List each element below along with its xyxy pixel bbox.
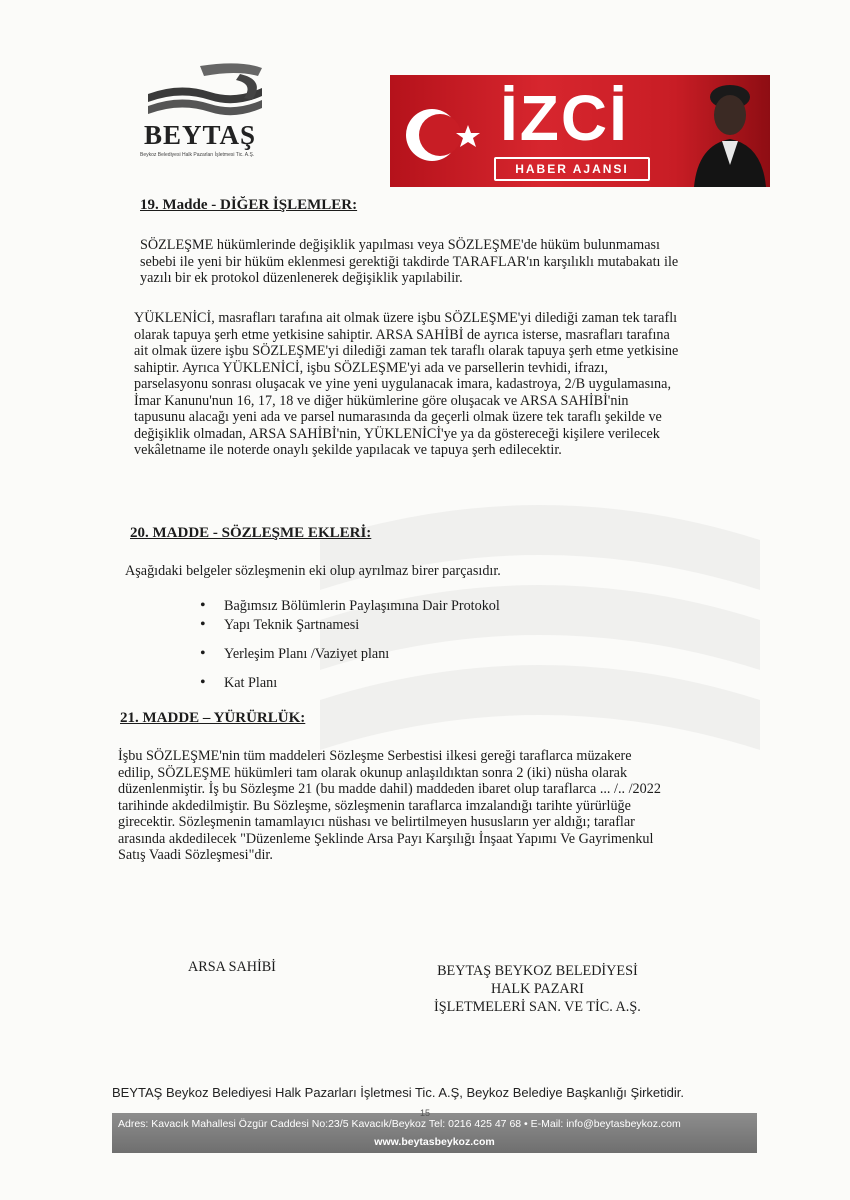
text-line: vekâletname ile noterde onaylı şekilde yapılacak ve tapuya şerh edilecektir.	[134, 442, 562, 458]
beytas-tagline: Beykoz Belediyesi Halk Pazarları İşletmesi Tic. A.Ş.	[140, 152, 255, 158]
section-20-intro	[125, 563, 501, 580]
footer-website: www.beytasbeykoz.com	[374, 1136, 495, 1148]
list-item: • Bağımsız Bölümlerin Paylaşımına Dair Protokol	[200, 598, 500, 615]
text-line: YÜKLENİCİ, masrafları tarafına ait olmak üzere işbu SÖZLEŞME'yi dilediği zaman tek taraflı	[134, 310, 678, 326]
attachments-list	[200, 598, 500, 692]
signature-line: HALK PAZARI	[490, 981, 584, 997]
list-item: • Kat Planı	[200, 675, 500, 692]
text-line: ait olmak üzere işbu SÖZLEŞME'yi dilediği zaman tek taraflı olarak tapuya şerh etme yetkisine	[134, 343, 679, 359]
text-line: İmar Kanunu'nun 16, 17, 18 ve diğer hükümlerine göre oluşacak ve ARSA SAHİBİ'nin	[134, 392, 629, 409]
signature-line: İŞLETMELERİ SAN. VE TİC. A.Ş.	[434, 999, 641, 1015]
section-19-paragraph-1	[140, 237, 678, 287]
footer-company-line: BEYTAŞ Beykoz Belediyesi Halk Pazarları İşletmesi Tic. A.Ş, Beykoz Belediye Başkanlığı Şirketidir.	[112, 1085, 684, 1100]
section-19-heading: 19. Madde - DİĞER İŞLEMLER:	[140, 197, 358, 213]
text-line: yazılı bir ek protokol düzenlenerek değişiklik yapılabilir.	[140, 270, 463, 286]
text-line: Satış Vaadi Sözleşmesi"dir.	[118, 847, 273, 863]
text-line: edilip, SÖZLEŞME hükümleri tam olarak okunup anlaşıldıktan sonra 2 (iki) nüsha olarak	[118, 764, 628, 781]
signature-right	[434, 962, 641, 1016]
list-item: • Yapı Teknik Şartnamesi	[200, 617, 500, 634]
section-21-heading: 21. MADDE – YÜRÜRLÜK:	[120, 710, 306, 726]
footer-contact-bar	[112, 1113, 757, 1153]
portrait-icon	[686, 75, 770, 187]
izci-title: İZCİ	[500, 82, 629, 154]
signature-left: ARSA SAHİBİ	[188, 959, 276, 975]
text-line: değişiklik olmadan, ARSA SAHİBİ'nin, YÜKLENİCİ'ye ya da göstereceği kişilere verilecek	[134, 425, 660, 442]
text-line: tapusunu alacağı yeni ada ve parsel numarasında da geçerli olmak üzere tek taraflı şekilde ve	[134, 409, 662, 425]
text-line: Aşağıdaki belgeler sözleşmenin eki olup ayrılmaz birer parçasıdır.	[125, 563, 501, 579]
text-line: sebebi ile yeni bir hüküm eklenmesi gerektiği takdirde TARAFLAR'ın karşılıklı mutabakatı ile	[140, 253, 679, 270]
text-line: sahiptir. Ayrıca YÜKLENİCİ, işbu SÖZLEŞME'yi ada ve parsellerin tevhidi, ifrazı,	[134, 359, 608, 376]
text-line: girecektir. Sözleşmenin tamamlayıcı nüshası ve belirtilmeyen hususların yer aldığı; taraflar	[118, 814, 635, 830]
beytas-wave-icon	[140, 60, 270, 122]
text-line: İşbu SÖZLEŞME'nin tüm maddeleri Sözleşme Serbestisi ilkesi gereği taraflarca müzakere	[118, 748, 632, 764]
text-line: düzenlenmiştir. İş bu Sözleşme 21 (bu madde dahil) maddeden ibaret olup taraflarca ... /.. /2022	[118, 781, 661, 797]
crescent-star-icon	[402, 105, 492, 165]
beytas-logo	[140, 60, 270, 160]
section-20-heading: 20. MADDE - SÖZLEŞME EKLERİ:	[130, 525, 372, 541]
text-line: arasında akdedilecek "Düzenleme Şeklinde Arsa Payı Karşılığı İnşaat Yapımı Ve Gayrimenkul	[118, 830, 654, 847]
section-21-paragraph	[118, 748, 661, 864]
izci-banner	[390, 75, 770, 187]
section-19-paragraph-2	[134, 310, 678, 459]
izci-subtitle: HABER AJANSI	[494, 157, 650, 181]
footer-address: Adres: Kavacık Mahallesi Özgür Caddesi No:23/5 Kavacık/Beykoz Tel: 0216 425 47 68 • E-Mail: info@beytasbeykoz.com	[118, 1118, 681, 1130]
page-number: 15	[420, 1108, 431, 1118]
text-line: SÖZLEŞME hükümlerinde değişiklik yapılması veya SÖZLEŞME'de hüküm bulunmaması	[140, 237, 660, 253]
list-item: • Yerleşim Planı /Vaziyet planı	[200, 646, 500, 663]
signature-line: BEYTAŞ BEYKOZ BELEDİYESİ	[437, 963, 638, 979]
text-line: parselasyonu sonrası oluşacak ve yine yeni uygulanacak imara, kadastroya, 2/B uygulamasına,	[134, 376, 671, 392]
text-line: olarak tapuya şerh etme yetkisine sahiptir. ARSA SAHİBİ de ayrıca isterse, masrafları tarafına	[134, 326, 670, 343]
beytas-brand: BEYTAŞ	[144, 120, 257, 150]
text-line: tarihinde akdedilmiştir. Bu Sözleşme, sözleşmenin taraflarca imzalandığı tarihte yürürlüğe	[118, 797, 631, 814]
